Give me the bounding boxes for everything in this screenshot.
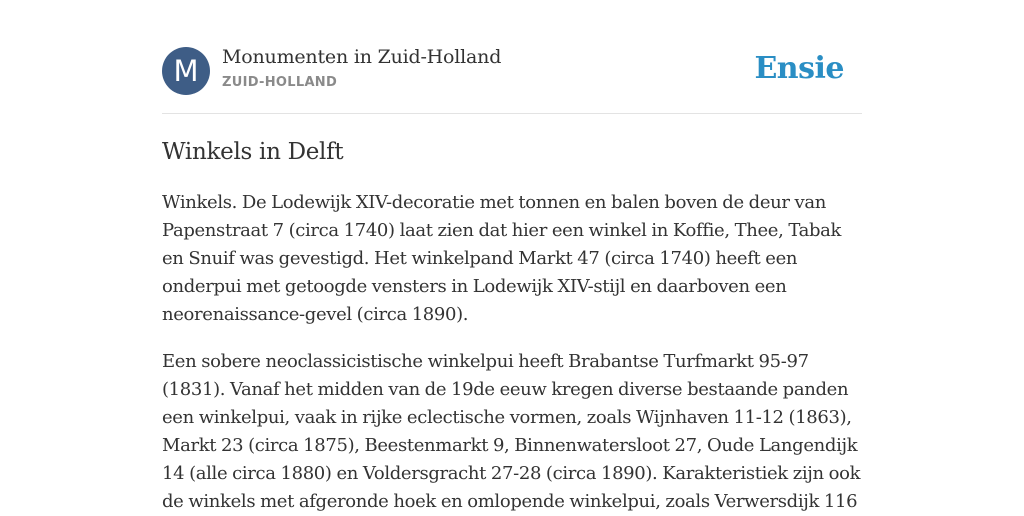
ensie-logo[interactable]: Ensie	[754, 51, 844, 86]
header	[162, 0, 862, 114]
article-paragraph: Winkels. De Lodewijk XIV-decoratie met tonnen en balen boven de deur van Papenstraat 7 (circa 1740) laat zien dat hier een winkel in Koffie, Thee, Tabak en Snuif was gevestigd. Het winkelpand Markt 47 (circa 1740) heeft een onderpui met getoogde vensters in Lodewijk XIV-stijl en daarboven een neorenaissance-gevel (circa 1890).	[162, 192, 842, 325]
avatar[interactable]: M	[162, 47, 210, 95]
page-content	[162, 0, 862, 516]
book-title[interactable]: Monumenten in Zuid-Holland	[222, 46, 502, 68]
article-title: Winkels in Delft	[162, 139, 344, 165]
article-paragraph: Een sobere neoclassicistische winkelpui heeft Brabantse Turfmarkt 95-97 (1831). Vanaf het midden van de 19de eeuw kregen diverse bestaande panden een winkelpui, vaak in rijke eclectische vormen, zoals Wijnhaven 11-12 (1863), Markt 23 (circa 1875), Beestenmarkt 9, Binnenwatersloot 27, Oude Langendijk 14 (alle circa 1880) en Voldersgracht 27-28 (circa 1890). Karakteristiek zijn ook de winkels met afgeronde hoek en omlopende winkelpui, zoals Verwersdijk 116	[162, 351, 861, 512]
book-subtitle: ZUID-HOLLAND	[222, 75, 338, 90]
